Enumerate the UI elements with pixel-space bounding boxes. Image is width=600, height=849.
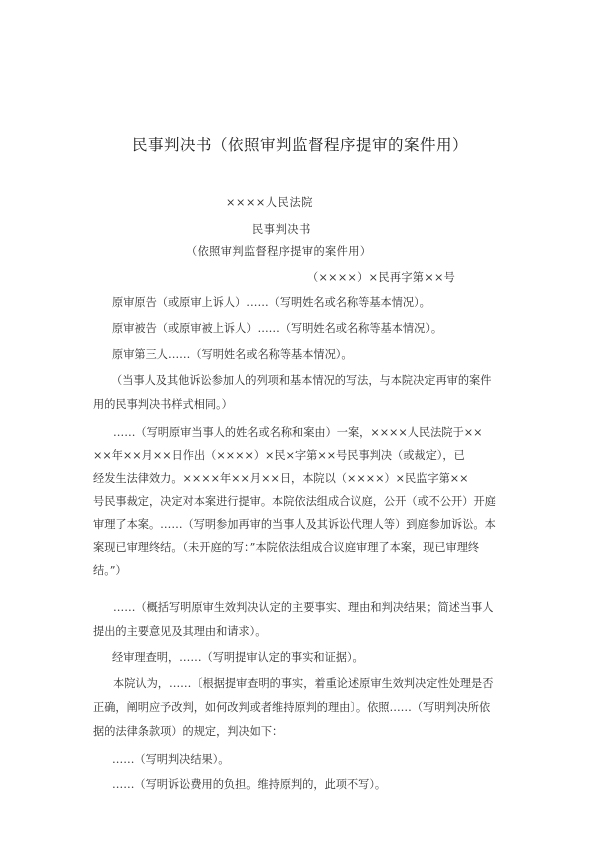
paragraph-line: 原审原告（或原审上诉人）……（写明姓名或名称等基本情况）。	[112, 296, 431, 309]
paragraph-line: 提出的主要意见及其理由和请求）。	[93, 625, 267, 638]
paragraph-line: ……（写明判决结果）。	[112, 753, 230, 766]
paragraph-line: 号民事裁定，决定对本案进行提审。本院依法组成合议庭，公开（或不公开）开庭	[93, 495, 496, 508]
paragraph-line: ××年××月××日作出（××××）×民×字第××号民事判决（或裁定），已	[93, 449, 465, 462]
paragraph-line: （当事人及其他诉讼参加人的列项和基本情况的写法，与本院决定再审的案件	[111, 374, 492, 387]
paragraph-line: ……（写明诉讼费用的负担。维持原判的，此项不写）。	[112, 778, 387, 791]
paragraph-line: 本院认为，……〔根据提审查明的事实，着重论述原审生效判决定性处理是否	[113, 677, 494, 690]
paragraph-line: ……（概括写明原审生效判决认定的主要事实、理由和判决结果；简述当事人	[113, 601, 494, 614]
paragraph-line: 案现已审理终结。（未开庭的写：”本院依法组成合议庭审理了本案，现已审理终	[93, 541, 480, 554]
paragraph-line: 原审被告（或原审被上诉人）……（写明姓名或名称等基本情况）。	[112, 322, 443, 335]
paragraph-line: 正确，阐明应予改判，如何改判或者维持原判的理由〕。依照……（写明判决所依	[93, 701, 491, 714]
document-kind: 民事判决书	[252, 223, 311, 236]
document-title: 民事判决书（依照审判监督程序提审的案件用）	[131, 136, 468, 154]
paragraph-line: 结。”）	[93, 564, 127, 577]
court-name: ××××人民法院	[226, 196, 314, 209]
paragraph-line: 经发生法律效力。××××年××月××日，本院以（××××）×民监字第××	[93, 472, 469, 485]
paragraph-line: 原审第三人……（写明姓名或名称等基本情况）。	[112, 348, 353, 361]
case-number: （××××）×民再字第××号	[307, 271, 456, 284]
paragraph-line: 审理了本案。……（写明参加再审的当事人及其诉讼代理人等）到庭参加诉讼。本	[93, 518, 496, 531]
paragraph-line: 用的民事判决书样式相同。）	[93, 398, 233, 411]
paragraph-line: 经审理查明，……（写明提审认定的事实和证据）。	[112, 651, 364, 664]
paragraph-line: 据的法律条款项）的规定，判决如下：	[93, 725, 284, 738]
document-subtitle: （依照审判监督程序提审的案件用）	[186, 245, 372, 258]
paragraph-line: ……（写明原审当事人的姓名或名称和案由）一案，××××人民法院于××	[113, 426, 483, 439]
